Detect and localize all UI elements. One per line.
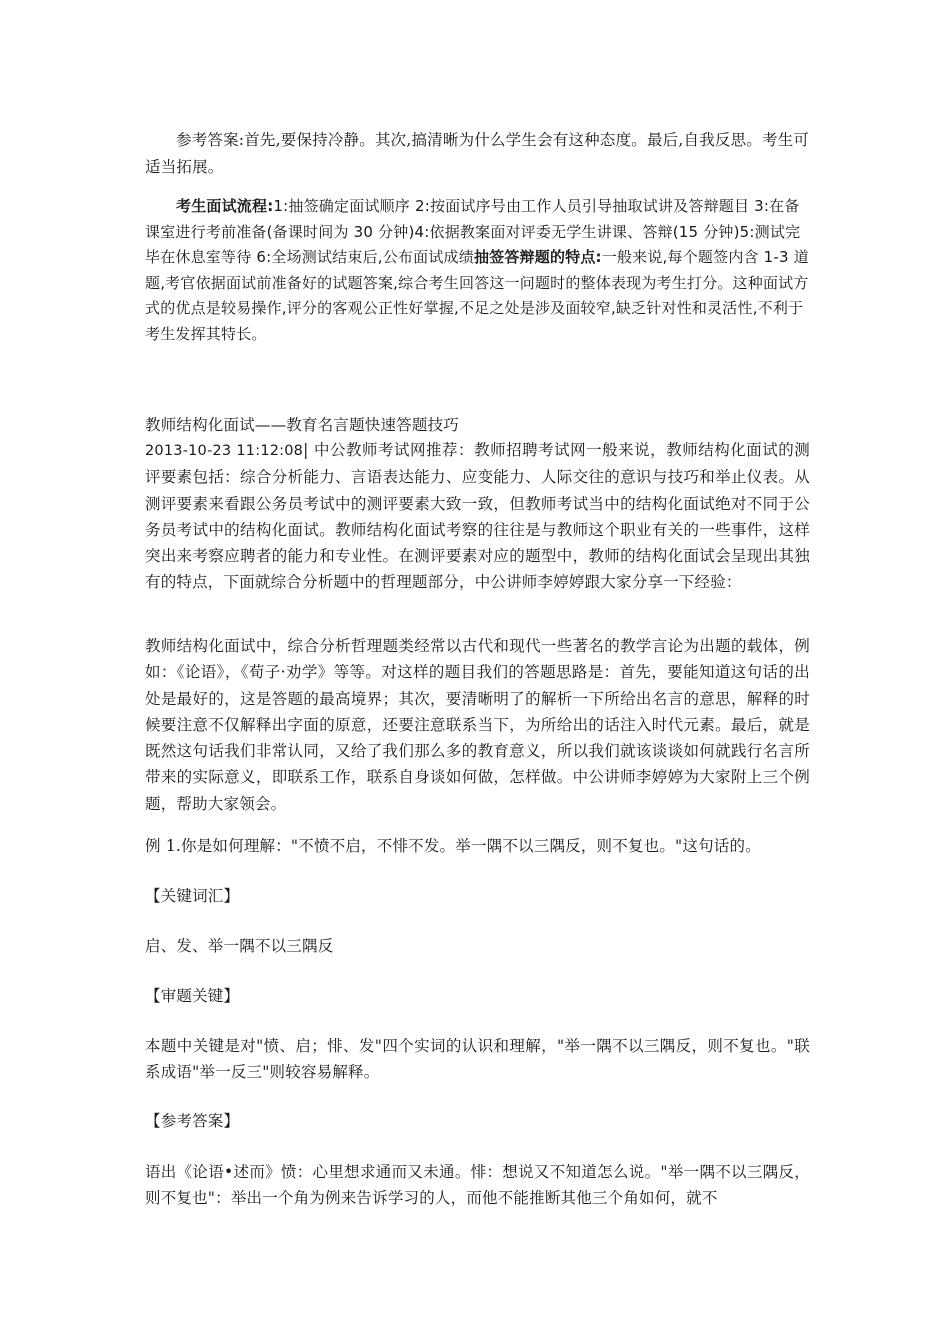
interview-process-paragraph <box>145 194 810 347</box>
reference-answer-paragraph: 参考答案:首先,要保持冷静。其次,搞清晰为什么学生会有这种态度。最后,自我反思。考生可适当拓展。 <box>145 131 810 176</box>
reference-answer-heading: 【参考答案】 <box>145 1112 240 1130</box>
draw-question-feature-heading: 抽签答辩题的特点: <box>473 248 602 266</box>
article-intro-paragraph <box>145 437 810 596</box>
answer-approach-paragraph: 教师结构化面试中，综合分析哲理题类经常以古代和现代一些著名的教学言论为出题的载体，例如：《论语》，《荀子·劝学》等等。对这样的题目我们的答题思路是：首先，要能知道这句话的出处是最好的，这是答题的最高境界；其次，要清晰明了的解析一下所给出名言的意思，解释的时候要注意不仅解释出字面的原意，还要注意联系当下，为所给出的话注入时代元素。最后，就是既然这句话我们非常认同，又给了我们那么多的教育意义，所以我们就该谈谈如何就践行名言所带来的实际意义，即联系工作，联系自身谈如何做，怎样做。中公讲师李婷婷为大家附上三个例题，帮助大家领会。 <box>145 637 810 813</box>
article-timestamp: 2013-10-23 11:12:08 <box>145 443 304 459</box>
article-title: 教师结构化面试——教育名言题快速答题技巧 <box>145 416 460 434</box>
example-1-question: 例 1.你是如何理解："不愤不启，不悱不发。举一隅不以三隅反，则不复也。"这句话的。 <box>145 837 761 855</box>
reference-answer-text: 语出《论语•述而》愤：心里想求通而又未通。悱：想说又不知道怎么说。"举一隅不以三隅反，则不复也"：举出一个角为例来告诉学习的人，而他不能推断其他三个角如何，就不 <box>145 1163 810 1208</box>
question-key-text: 本题中关键是对"愤、启；悱、发"四个实词的认识和理解，"举一隅不以三隅反，则不复也。"联系成语"举一反三"则较容易解释。 <box>145 1037 810 1082</box>
question-key-heading: 【审题关键】 <box>145 987 240 1005</box>
keywords-heading: 【关键词汇】 <box>145 887 240 905</box>
draw-question-feature-text: 一般来说,每个题签内含 1-3 道题,考官依据面试前准备好的试题答案,综合考生回答这一问题时的整体表现为考生打分。这种面试方式的优点是较易操作,评分的客观公正性好掌握,不足之处是涉及面较窄,缺乏针对性和灵活性,不利于考生发挥其特长。 <box>145 248 809 343</box>
interview-process-text: 1:抽签确定面试顺序 2:按面试序号由工作人员引导抽取试讲及答辩题目 3:在备课室进行考前准备(备课时间为 30 分钟)4:依据教案面对评委无学生讲课、答辩(15 分钟)5:测试完毕在休息室等待 6:全场测试结束后,公布面试成绩 <box>145 197 801 266</box>
interview-process-heading: 考生面试流程: <box>176 197 274 215</box>
keywords-text: 启、发、举一隅不以三隅反 <box>145 937 334 955</box>
article-intro-text: | 中公教师考试网推荐：教师招聘考试网一般来说，教师结构化面试的测评要素包括：综合分析能力、言语表达能力、应变能力、人际交往的意识与技巧和举止仪表。从测评要素来看跟公务员考试中的测评要素大致一致，但教师考试当中的结构化面试绝对不同于公务员考试中的结构化面试。教师结构化面试考察的往往是与教师这个职业有关的一些事件，这样突出来考察应聘者的能力和专业性。在测评要素对应的题型中，教师的结构化面试会呈现出其独有的特点，下面就综合分析题中的哲理题部分，中公讲师李婷婷跟大家分享一下经验： <box>145 441 810 592</box>
